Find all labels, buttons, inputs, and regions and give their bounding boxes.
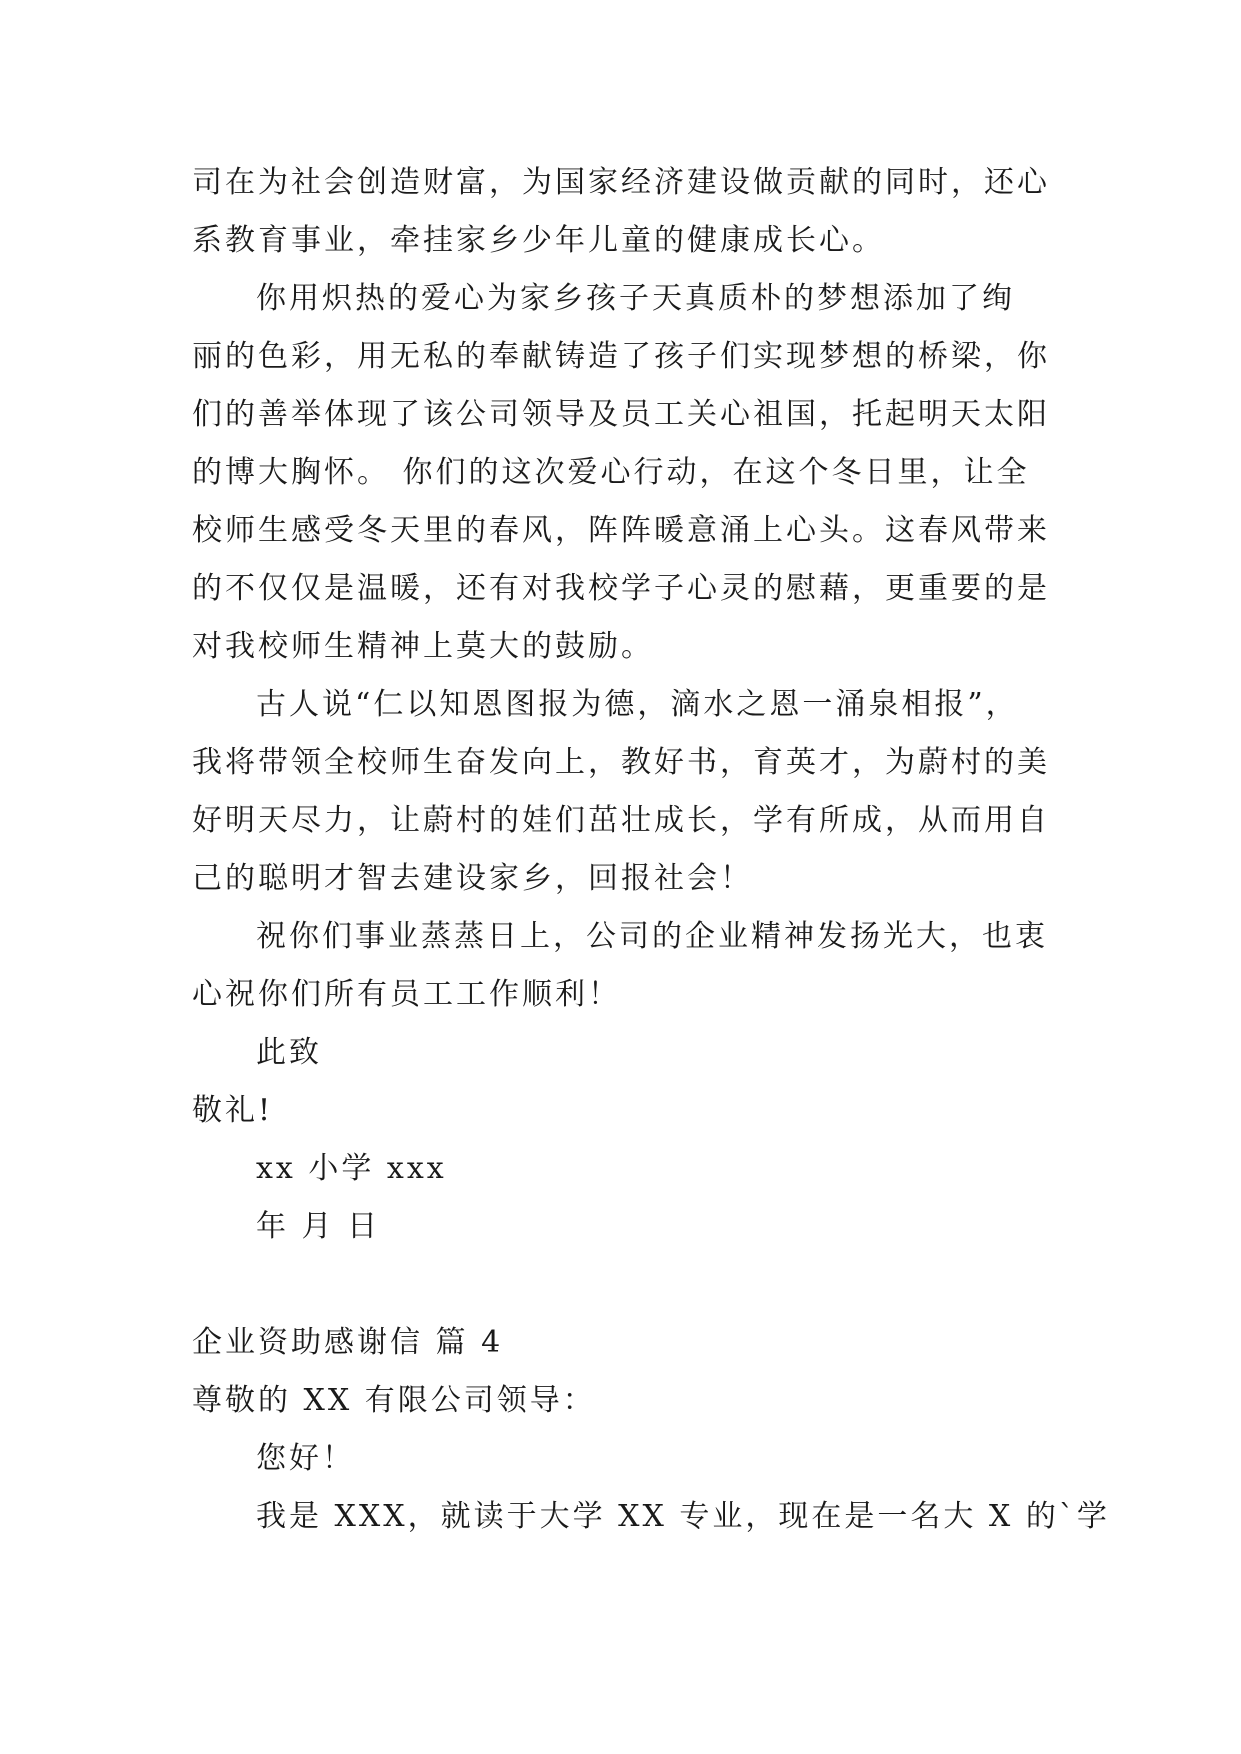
paragraph-line: 古人说“仁以知恩图报为德，滴水之恩一涌泉相报”， bbox=[256, 687, 1019, 722]
paragraph-line: 的不仅仅是温暖，还有对我校学子心灵的慰藉，更重要的是 bbox=[192, 571, 1050, 606]
paragraph-line: 校师生感受冬天里的春风，阵阵暖意涌上心头。这春风带来 bbox=[192, 513, 1050, 548]
signature: xx 小学 xxx bbox=[256, 1151, 447, 1186]
paragraph-line: 丽的色彩，用无私的奉献铸造了孩子们实现梦想的桥梁，你 bbox=[192, 339, 1050, 374]
paragraph-line: 的博大胸怀。 你们的这次爱心行动，在这个冬日里，让全 bbox=[192, 455, 1030, 490]
spacer bbox=[192, 1256, 1052, 1314]
paragraph-line: 们的善举体现了该公司领导及员工关心祖国，托起明天太阳 bbox=[192, 397, 1050, 432]
paragraph-line: 你用炽热的爱心为家乡孩子天真质朴的梦想添加了绚 bbox=[256, 281, 1015, 316]
letter-body bbox=[192, 154, 1110, 1546]
section-title: 企业资助感谢信 篇 4 bbox=[192, 1325, 504, 1360]
date-line: 年 月 日 bbox=[256, 1209, 381, 1244]
paragraph-line: 祝你们事业蒸蒸日上，公司的企业精神发扬光大，也衷 bbox=[256, 919, 1048, 954]
greeting-addressee: 尊敬的 XX 有限公司领导： bbox=[192, 1383, 596, 1418]
paragraph-line: 系教育事业，牵挂家乡少年儿童的健康成长心。 bbox=[192, 223, 885, 258]
paragraph-line: 我将带领全校师生奋发向上，教好书，育英才，为蔚村的美 bbox=[192, 745, 1050, 780]
closing-salutation: 此致 bbox=[256, 1035, 322, 1070]
paragraph-line: 我是 XXX，就读于大学 XX 专业，现在是一名大 X 的`学 bbox=[256, 1499, 1110, 1534]
greeting: 您好！ bbox=[256, 1441, 355, 1476]
closing-regards: 敬礼! bbox=[192, 1093, 274, 1128]
paragraph-line: 司在为社会创造财富，为国家经济建设做贡献的同时，还心 bbox=[192, 165, 1050, 200]
paragraph-line: 己的聪明才智去建设家乡，回报社会！ bbox=[192, 861, 753, 896]
paragraph-line: 好明天尽力，让蔚村的娃们茁壮成长，学有所成，从而用自 bbox=[192, 803, 1050, 838]
paragraph-line: 对我校师生精神上莫大的鼓励。 bbox=[192, 629, 654, 664]
paragraph-line: 心祝你们所有员工工作顺利！ bbox=[192, 977, 621, 1012]
